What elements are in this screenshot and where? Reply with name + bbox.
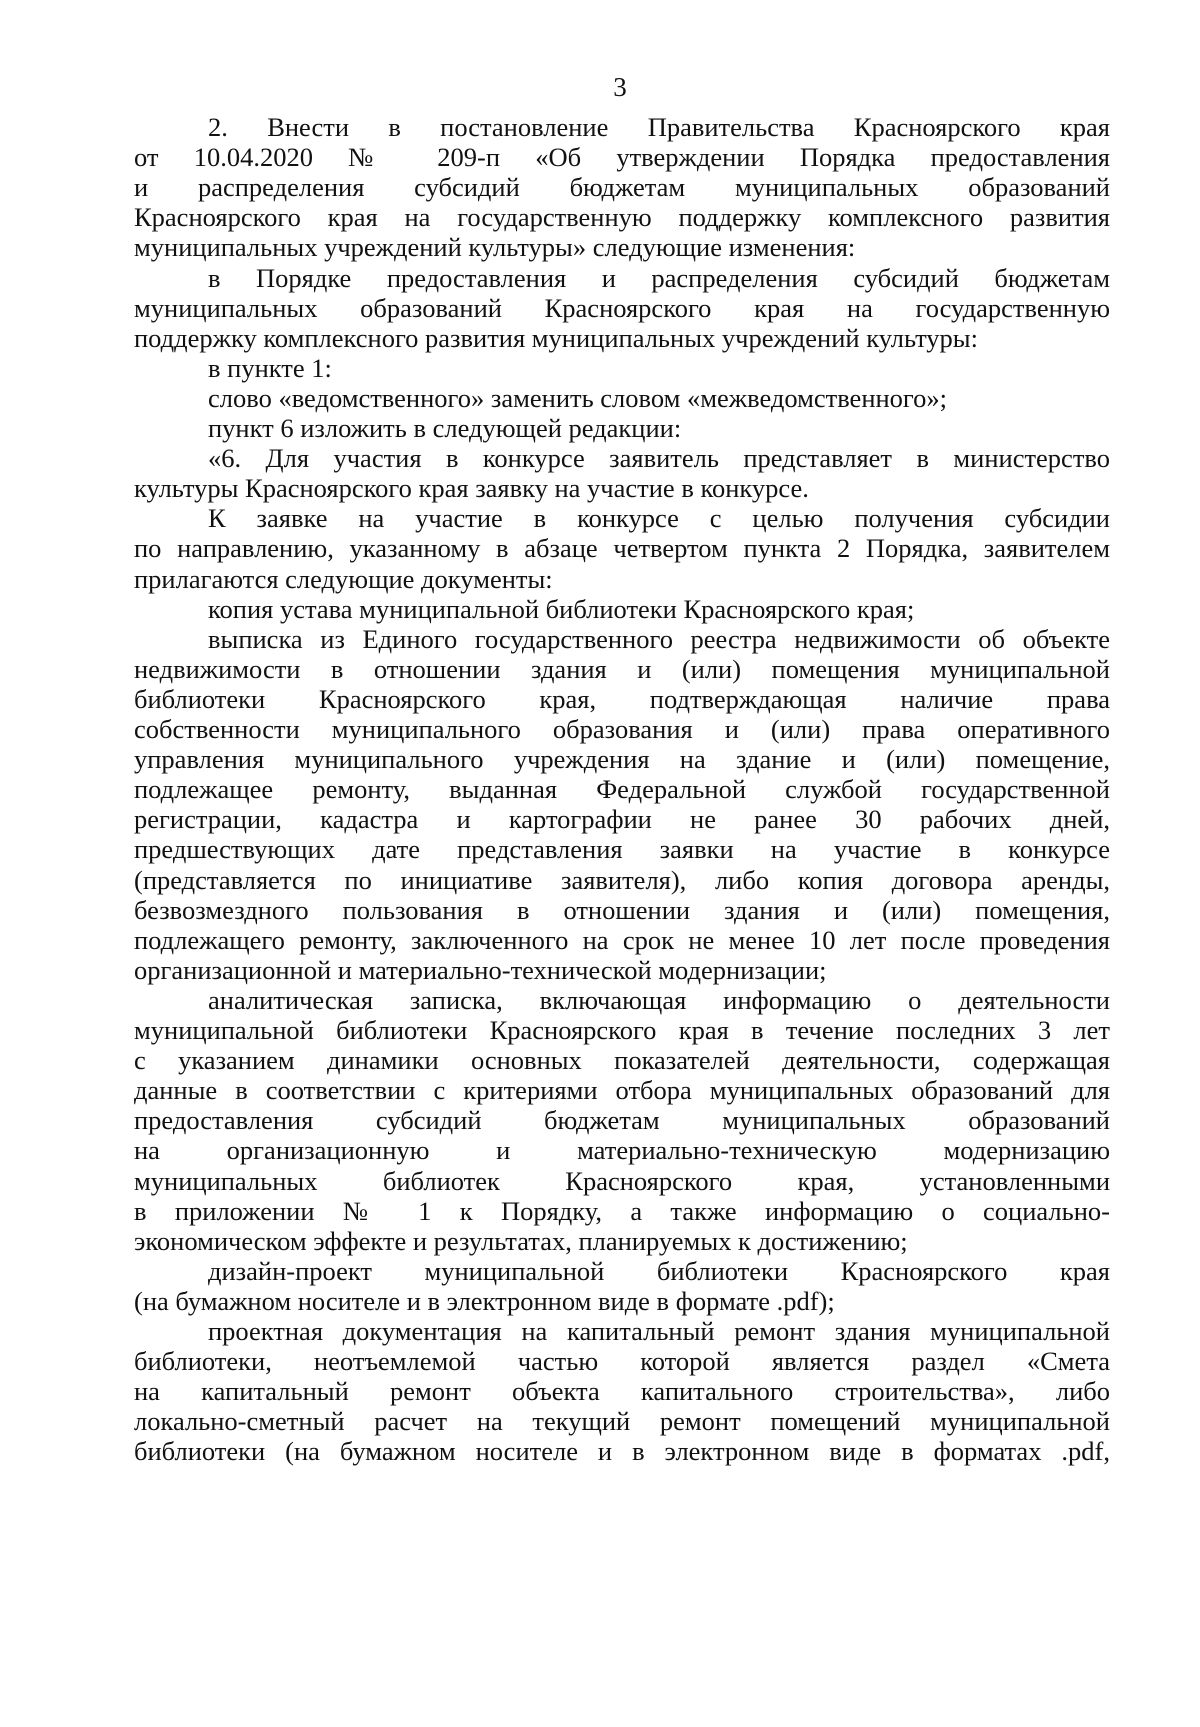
text-line: подлежащего ремонту, заключенного на срок не менее 10 лет после проведения bbox=[134, 925, 1110, 955]
text-line: от 10.04.2020 № 209-п «Об утверждении Порядка предоставления bbox=[134, 142, 1110, 172]
page-number: 3 bbox=[613, 72, 627, 102]
text-line: аналитическая записка, включающая информацию о деятельности bbox=[208, 985, 1110, 1015]
text-line: и распределения субсидий бюджетам муниципальных образований bbox=[134, 172, 1110, 202]
text-line: муниципальных учреждений культуры» следующие изменения: bbox=[134, 232, 856, 262]
text-line: Красноярского края на государственную поддержку комплексного развития bbox=[134, 202, 1110, 232]
text-line: на капитальный ремонт объекта капитального строительства», либо bbox=[134, 1376, 1110, 1406]
text-line: предшествующих дате представления заявки на участие в конкурсе bbox=[134, 834, 1110, 864]
text-line: подлежащее ремонту, выданная Федеральной службой государственной bbox=[134, 774, 1110, 804]
text-line: данные в соответствии с критериями отбора муниципальных образований для bbox=[134, 1075, 1110, 1105]
text-line: библиотеки (на бумажном носителе и в электронном виде в форматах .pdf, bbox=[134, 1436, 1110, 1466]
text-line: (на бумажном носителе и в электронном виде в формате .pdf); bbox=[134, 1286, 835, 1316]
text-line: на организационную и материально-техническую модернизацию bbox=[134, 1135, 1110, 1165]
text-line: К заявке на участие в конкурсе с целью получения субсидии bbox=[208, 503, 1110, 533]
text-line: библиотеки, неотъемлемой частью которой является раздел «Смета bbox=[134, 1346, 1110, 1376]
text-line: пункт 6 изложить в следующей редакции: bbox=[208, 413, 682, 443]
text-line: собственности муниципального образования и (или) права оперативного bbox=[134, 714, 1110, 744]
text-line: муниципальных образований Красноярского края на государственную bbox=[134, 293, 1110, 323]
text-line: культуры Красноярского края заявку на участие в конкурсе. bbox=[134, 473, 809, 503]
text-line: в приложении № 1 к Порядку, а также информацию о социально- bbox=[134, 1196, 1110, 1226]
text-line: (представляется по инициативе заявителя), либо копия договора аренды, bbox=[134, 865, 1110, 895]
text-line: управления муниципального учреждения на здание и (или) помещение, bbox=[134, 744, 1110, 774]
text-line: в Порядке предоставления и распределения субсидий бюджетам bbox=[208, 263, 1110, 293]
text-line: «6. Для участия в конкурсе заявитель представляет в министерство bbox=[208, 443, 1110, 473]
text-line: муниципальной библиотеки Красноярского края в течение последних 3 лет bbox=[134, 1015, 1110, 1045]
text-line: в пункте 1: bbox=[208, 353, 332, 383]
text-line: организационной и материально-технической модернизации; bbox=[134, 955, 827, 985]
text-line: проектная документация на капитальный ремонт здания муниципальной bbox=[208, 1316, 1110, 1346]
text-line: безвозмездного пользования в отношении здания и (или) помещения, bbox=[134, 895, 1110, 925]
text-line: предоставления субсидий бюджетам муниципальных образований bbox=[134, 1105, 1110, 1135]
text-line: прилагаются следующие документы: bbox=[134, 564, 553, 594]
text-line: 2. Внести в постановление Правительства Красноярского края bbox=[208, 112, 1110, 142]
text-line: локально-сметный расчет на текущий ремонт помещений муниципальной bbox=[134, 1406, 1110, 1436]
text-line: регистрации, кадастра и картографии не ранее 30 рабочих дней, bbox=[134, 804, 1110, 834]
text-line: с указанием динамики основных показателей деятельности, содержащая bbox=[134, 1045, 1110, 1075]
text-line: библиотеки Красноярского края, подтверждающая наличие права bbox=[134, 684, 1110, 714]
text-line: недвижимости в отношении здания и (или) помещения муниципальной bbox=[134, 654, 1110, 684]
text-line: муниципальных библиотек Красноярского края, установленными bbox=[134, 1166, 1110, 1196]
text-line: по направлению, указанному в абзаце четвертом пункта 2 Порядка, заявителем bbox=[134, 533, 1110, 563]
text-line: копия устава муниципальной библиотеки Красноярского края; bbox=[208, 594, 915, 624]
text-line: дизайн-проект муниципальной библиотеки Красноярского края bbox=[208, 1256, 1110, 1286]
text-line: экономическом эффекте и результатах, планируемых к достижению; bbox=[134, 1226, 908, 1256]
text-line: поддержку комплексного развития муниципальных учреждений культуры: bbox=[134, 323, 978, 353]
text-line: слово «ведомственного» заменить словом «межведомственного»; bbox=[208, 383, 947, 413]
text-line: выписка из Единого государственного реестра недвижимости об объекте bbox=[208, 624, 1110, 654]
